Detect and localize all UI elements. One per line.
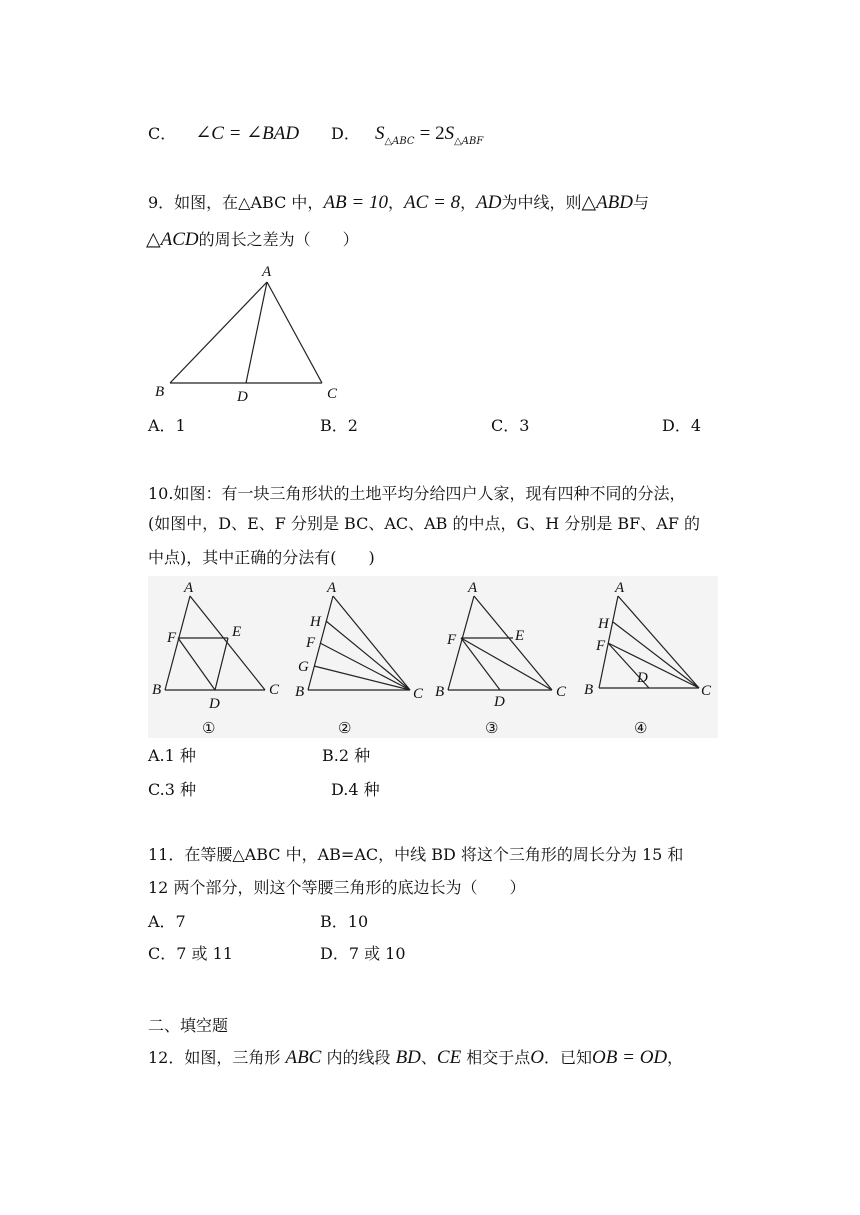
point-label-d: D [237, 389, 248, 405]
point-label-c: C [556, 684, 567, 700]
text: ．已知 [544, 1048, 593, 1067]
side-ac [267, 282, 322, 383]
q9-option-a: A．1 [148, 416, 186, 435]
q10-option-b: B.2 种 [322, 746, 371, 765]
figure-caption: ② [338, 721, 352, 737]
q10-figures [148, 576, 718, 738]
point-label-a: A [468, 580, 478, 596]
formula: S [374, 123, 385, 144]
option-label: C． [148, 124, 177, 143]
q9-option-b: B．2 [320, 416, 358, 435]
formula: CE [436, 1047, 462, 1068]
text: 相交于点 [466, 1048, 531, 1067]
point-label-c: C [413, 686, 424, 702]
q11-option-c: C．7 或 11 [148, 944, 233, 963]
text: ， [667, 1048, 684, 1067]
point-label-e: E [232, 624, 242, 640]
point-label-h: H [598, 616, 609, 632]
figure-caption: ④ [634, 721, 648, 737]
text: 为中线，则 [501, 193, 582, 212]
point-label-f: F [306, 635, 316, 651]
point-label-d: D [209, 696, 220, 712]
q10-option-c: C.3 种 [148, 780, 197, 799]
point-label-f: F [447, 632, 457, 648]
formula: △ACD [146, 229, 199, 250]
q11-option-d: D．7 或 10 [320, 944, 406, 963]
point-label-b: B [435, 684, 445, 700]
q11-option-b: B．10 [320, 912, 369, 931]
text: 12．如图，三角形 [148, 1048, 281, 1067]
point-label-f: F [167, 630, 177, 646]
formula: O [530, 1047, 545, 1068]
point-label-e: E [515, 628, 525, 644]
formula: = 2 [419, 123, 445, 144]
q8-option-d [331, 124, 483, 152]
point-label-c: C [327, 386, 338, 402]
formula: △ABD [581, 192, 634, 213]
q9-triangle-figure [145, 258, 355, 408]
formula: AD [476, 192, 502, 213]
q10-stem-line1: 10.如图：有一块三角形状的土地平均分给四户人家，现有四种不同的分法， [148, 484, 686, 503]
formula-subscript: △ABC [384, 136, 415, 147]
figure-background [148, 576, 718, 738]
q9-stem-line1 [148, 193, 649, 213]
point-label-b: B [152, 682, 162, 698]
q9-option-c: C．3 [491, 416, 530, 435]
q11-stem-line2: 12 两个部分，则这个等腰三角形的底边长为（ ） [148, 878, 526, 897]
figure-caption: ③ [485, 721, 499, 737]
q10-option-a: A.1 种 [148, 746, 196, 765]
point-label-d: D [637, 670, 648, 686]
text: 9．如图，在△ABC 中， [148, 193, 324, 212]
point-label-b: B [584, 682, 594, 698]
q12-stem-line1 [148, 1048, 683, 1068]
text: 内的线段 [326, 1048, 391, 1067]
point-label-a: A [327, 580, 337, 596]
median-ad [246, 282, 267, 383]
text: ， [387, 193, 404, 212]
formula: ABC [285, 1047, 322, 1068]
text: 的周长之差为（ ） [198, 230, 359, 249]
q11-option-a: A．7 [148, 912, 186, 931]
point-label-d: D [494, 694, 505, 710]
point-label-f: F [596, 638, 606, 654]
q9-stem-line2 [146, 230, 359, 250]
formula-subscript: △ABF [454, 136, 484, 147]
point-label-b: B [155, 384, 165, 400]
section-heading: 二、填空题 [148, 1016, 229, 1035]
formula: OB = OD [592, 1047, 668, 1068]
text: 、 [420, 1048, 437, 1067]
q9-option-d: D．4 [662, 416, 702, 435]
option-label: D． [331, 124, 360, 143]
q11-stem-line1: 11．在等腰△ABC 中，AB=AC，中线 BD 将这个三角形的周长分为 15 和 [148, 845, 684, 864]
q10-stem-line3: 中点)，其中正确的分法有( ) [148, 548, 375, 567]
text: ， [460, 193, 477, 212]
formula: ∠C = ∠BAD [195, 123, 300, 144]
side-ab [170, 282, 267, 383]
point-label-h: H [310, 614, 321, 630]
q10-stem-line2: (如图中，D、E、F 分别是 BC、AC、AB 的中点，G、H 分别是 BF、AF 的 [148, 514, 701, 533]
formula: S [444, 123, 455, 144]
text: 与 [633, 193, 650, 212]
q8-option-c [148, 124, 299, 144]
point-label-a: A [184, 580, 194, 596]
point-label-g: G [298, 659, 309, 675]
figure-caption: ① [202, 721, 216, 737]
point-label-a: A [615, 580, 625, 596]
point-label-a: A [262, 264, 272, 280]
formula: BD [395, 1047, 421, 1068]
point-label-b: B [295, 684, 305, 700]
point-label-c: C [269, 682, 280, 698]
formula: AC = 8 [404, 192, 461, 213]
point-label-c: C [701, 683, 712, 699]
formula: AB = 10 [323, 192, 388, 213]
q10-option-d: D.4 种 [331, 780, 380, 799]
